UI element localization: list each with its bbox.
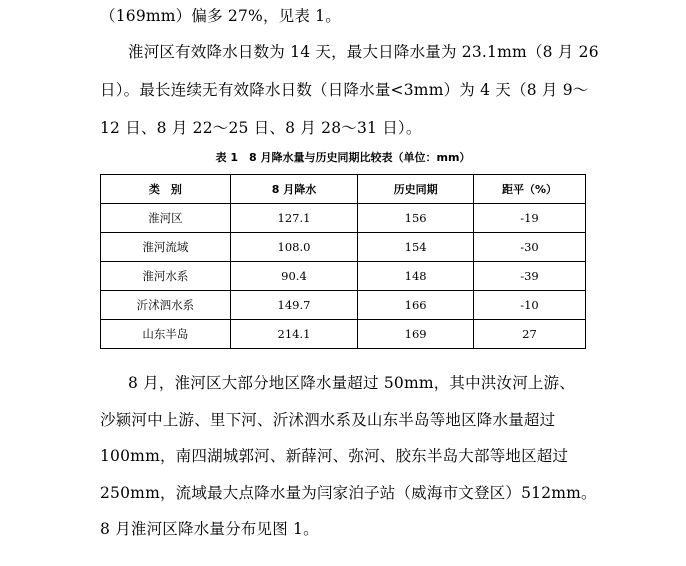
cell-historical: 169 <box>358 320 474 349</box>
cell-anomaly: 27 <box>473 320 585 349</box>
paragraph-line: 8 月淮河区降水量分布见图 1。 <box>100 520 319 538</box>
cell-category: 淮河水系 <box>101 262 231 291</box>
table-caption: 表 1 8 月降水量与历史同期比较表（单位：mm） <box>215 151 471 164</box>
paragraph-line: 日）。最长连续无有效降水日数（日降水量<3mm）为 4 天（8 月 9～ <box>100 81 589 99</box>
cell-anomaly: -30 <box>473 233 585 262</box>
cell-historical: 148 <box>358 262 474 291</box>
cell-anomaly: -19 <box>473 204 585 233</box>
cell-category: 沂沭泗水系 <box>101 291 231 320</box>
table-row <box>101 204 586 233</box>
cell-historical: 154 <box>358 233 474 262</box>
cell-category: 山东半岛 <box>101 320 231 349</box>
paragraph-line: 12 日、8 月 22～25 日、8 月 28～31 日）。 <box>100 119 422 137</box>
cell-category: 淮河区 <box>101 204 231 233</box>
precipitation-comparison-table <box>100 174 586 349</box>
cell-august-precip: 108.0 <box>230 233 358 262</box>
table-header-row <box>101 175 586 204</box>
table-row <box>101 320 586 349</box>
paragraph-line: 8 月，淮河区大部分地区降水量超过 50mm，其中洪汝河上游、 <box>128 374 576 392</box>
paragraph-line: （169mm）偏多 27%，见表 1。 <box>100 7 341 25</box>
paragraph-line: 淮河区有效降水日数为 14 天，最大日降水量为 23.1mm（8 月 26 <box>128 43 599 61</box>
column-header-historical: 历史同期 <box>358 175 474 204</box>
cell-august-precip: 127.1 <box>230 204 358 233</box>
paragraph-line: 沙颍河中上游、里下河、沂沭泗水系及山东半岛等地区降水量超过 <box>100 411 556 429</box>
cell-historical: 166 <box>358 291 474 320</box>
column-header-category: 类 别 <box>101 175 231 204</box>
cell-anomaly: -39 <box>473 262 585 291</box>
table-row <box>101 233 586 262</box>
table-row <box>101 291 586 320</box>
cell-category: 淮河流域 <box>101 233 231 262</box>
paragraph-line: 100mm，南四湖城郭河、新薛河、弥河、胶东半岛大部等地区超过 <box>100 447 569 465</box>
column-header-august-precip: 8 月降水 <box>230 175 358 204</box>
cell-august-precip: 149.7 <box>230 291 358 320</box>
cell-anomaly: -10 <box>473 291 585 320</box>
table-row <box>101 262 586 291</box>
paragraph-line: 250mm，流域最大点降水量为闫家泊子站（威海市文登区）512mm。 <box>100 484 597 502</box>
cell-august-precip: 90.4 <box>230 262 358 291</box>
cell-august-precip: 214.1 <box>230 320 358 349</box>
column-header-anomaly: 距平（%） <box>473 175 585 204</box>
cell-historical: 156 <box>358 204 474 233</box>
